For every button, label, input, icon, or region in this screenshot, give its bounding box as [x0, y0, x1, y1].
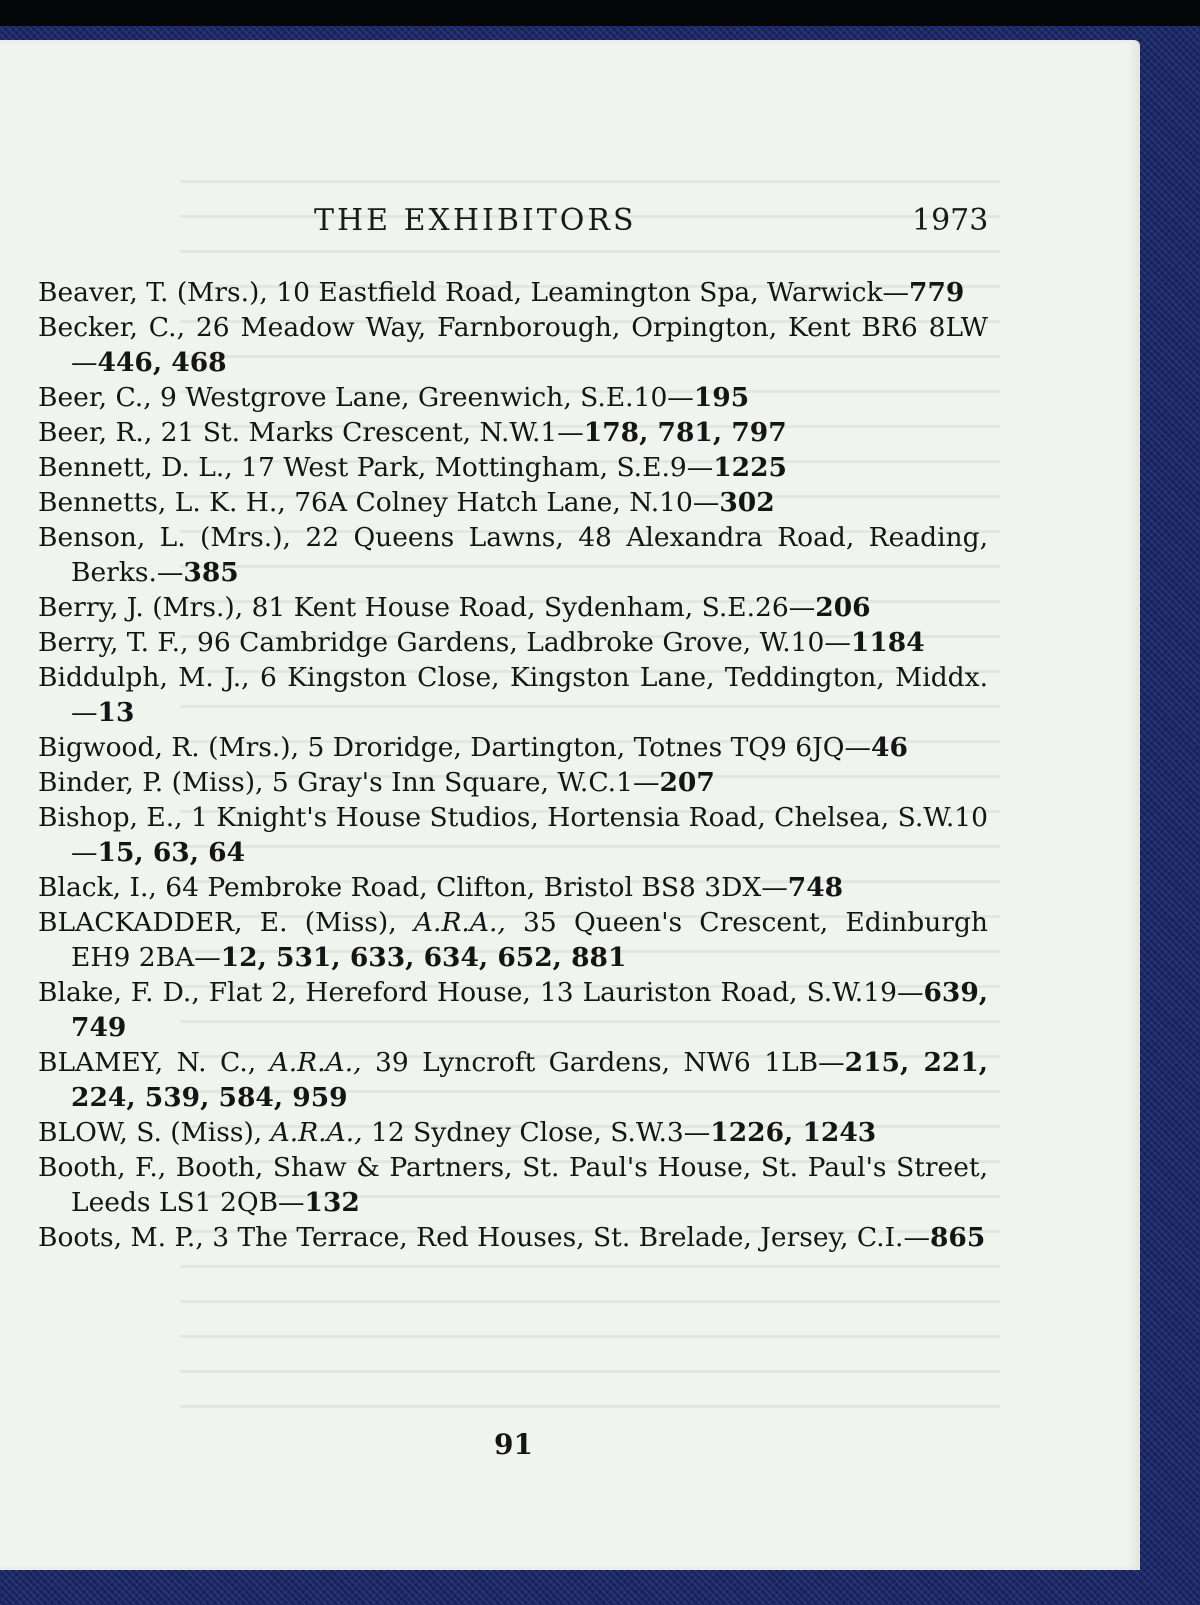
page-title: THE EXHIBITORS [314, 203, 637, 238]
exhibitor-address: 6 Kingston Close, Kingston Lane, Teddington, Middx.— [71, 662, 988, 728]
exhibitor-address: 96 Cambridge Gardens, Ladbroke Grove, W.10— [188, 627, 851, 658]
exhibitor-address: 17 West Park, Mottingham, S.E.9— [232, 452, 714, 483]
exhibitor-entry [38, 975, 988, 1045]
exhibitor-honour: A.R.A., [256, 1047, 362, 1078]
exhibitor-entry [38, 520, 988, 590]
exhibitor-honour: A.R.A., [262, 1117, 363, 1148]
exhibitor-entry [38, 485, 988, 520]
book-page [0, 40, 1140, 1570]
exhibitor-address: 39 Lyncroft Gardens, NW6 1LB— [361, 1047, 845, 1078]
catalogue-numbers: 779 [909, 277, 965, 308]
exhibitor-name: Beaver, T. (Mrs.), [38, 277, 268, 308]
exhibitor-entry [38, 450, 988, 485]
exhibitor-entry [38, 870, 988, 905]
page-year: 1973 [912, 203, 989, 238]
exhibitor-name: Bennett, D. L., [38, 452, 233, 483]
exhibitor-entry [38, 730, 988, 765]
exhibitor-address: 64 Pembroke Road, Clifton, Bristol BS8 3DX— [156, 872, 788, 903]
exhibitor-entry [38, 905, 988, 975]
exhibitor-name: Blake, F. D., [38, 977, 200, 1008]
catalogue-numbers: 15, 63, 64 [97, 837, 246, 868]
running-header [0, 203, 1140, 243]
exhibitor-entry [38, 415, 988, 450]
catalogue-numbers: 639, 749 [71, 977, 988, 1043]
exhibitor-address: 5 Droridge, Dartington, Totnes TQ9 6JQ— [299, 732, 871, 763]
catalogue-numbers: 385 [183, 557, 239, 588]
catalogue-numbers: 207 [659, 767, 715, 798]
catalogue-numbers: 215, 221, 224, 539, 584, 959 [71, 1047, 988, 1113]
catalogue-numbers: 13 [97, 697, 135, 728]
exhibitor-name: Beer, R., [38, 417, 153, 448]
catalogue-numbers: 1225 [713, 452, 787, 483]
exhibitor-address: 12 Sydney Close, S.W.3— [362, 1117, 711, 1148]
exhibitor-address: 81 Kent House Road, Sydenham, S.E.26— [243, 592, 816, 623]
exhibitor-honour: A.R.A., [396, 907, 506, 938]
exhibitor-entry [38, 660, 988, 730]
exhibitor-name: Bishop, E., [38, 802, 183, 833]
exhibitor-entry [38, 765, 988, 800]
exhibitor-address: 1 Knight's House Studios, Hortensia Road, Chelsea, S.W.10— [71, 802, 989, 868]
exhibitor-entry [38, 1115, 988, 1150]
exhibitor-address: 10 Eastfield Road, Leamington Spa, Warwick— [267, 277, 910, 308]
exhibitor-name: Berry, J. (Mrs.), [38, 592, 244, 623]
catalogue-numbers: 748 [787, 872, 844, 903]
exhibitor-entry [38, 625, 988, 660]
exhibitor-entry [38, 1220, 988, 1255]
exhibitor-list [38, 275, 988, 1255]
exhibitor-name: Beer, C., [38, 382, 152, 413]
exhibitor-entry [38, 310, 988, 380]
exhibitor-name: Bigwood, R. (Mrs.), [38, 732, 300, 763]
exhibitor-entry [38, 800, 988, 870]
catalogue-numbers: 178, 781, 797 [583, 417, 787, 448]
exhibitor-address: 76A Colney Hatch Lane, N.10— [285, 487, 720, 518]
exhibitor-address: 5 Gray's Inn Square, W.C.1— [263, 767, 660, 798]
exhibitor-address: Booth, Shaw & Partners, St. Paul's House, St. Paul's Street, Leeds LS1 2QB— [71, 1152, 988, 1218]
exhibitor-name: Biddulph, M. J., [38, 662, 250, 693]
exhibitor-name: Boots, M. P., [38, 1222, 204, 1253]
top-edge [0, 0, 1200, 26]
exhibitor-entry [38, 380, 988, 415]
exhibitor-name: Bennetts, L. K. H., [38, 487, 286, 518]
exhibitor-address: 35 Queen's Crescent, Edinburgh EH9 2BA— [71, 907, 988, 973]
catalogue-numbers: 302 [719, 487, 775, 518]
exhibitor-name: Binder, P. (Miss), [38, 767, 264, 798]
catalogue-numbers: 46 [871, 732, 908, 763]
exhibitor-entry [38, 1045, 988, 1115]
catalogue-numbers: 206 [815, 592, 871, 623]
exhibitor-entry [38, 275, 988, 310]
exhibitor-name: BLOW, S. (Miss), [38, 1117, 263, 1148]
exhibitor-address: 9 Westgrove Lane, Greenwich, S.E.10— [151, 382, 694, 413]
exhibitor-address: 3 The Terrace, Red Houses, St. Brelade, Jersey, C.I.— [203, 1222, 930, 1253]
exhibitor-name: Becker, C., [38, 312, 185, 343]
catalogue-numbers: 195 [693, 382, 750, 413]
catalogue-numbers: 1184 [850, 627, 925, 658]
page-number: 91 [494, 1428, 533, 1461]
exhibitor-name: BLACKADDER, E. (Miss), [38, 907, 397, 938]
catalogue-numbers: 865 [929, 1222, 986, 1253]
exhibitor-address: 26 Meadow Way, Farnborough, Orpington, Kent BR6 8LW— [71, 312, 988, 378]
exhibitor-name: Benson, L. (Mrs.), [38, 522, 291, 553]
catalogue-numbers: 132 [304, 1187, 360, 1218]
exhibitor-address: 22 Queens Lawns, 48 Alexandra Road, Reading, Berks.— [71, 522, 988, 588]
catalogue-numbers: 12, 531, 633, 634, 652, 881 [220, 942, 627, 973]
exhibitor-name: Booth, F., [38, 1152, 167, 1183]
exhibitor-address: 21 St. Marks Crescent, N.W.1— [152, 417, 584, 448]
exhibitor-name: Black, I., [38, 872, 157, 903]
catalogue-numbers: 446, 468 [97, 347, 227, 378]
catalogue-numbers: 1226, 1243 [710, 1117, 877, 1148]
exhibitor-entry [38, 590, 988, 625]
exhibitor-name: BLAMEY, N. C., [38, 1047, 257, 1078]
exhibitor-name: Berry, T. F., [38, 627, 189, 658]
exhibitor-address: Flat 2, Hereford House, 13 Lauriston Road, S.W.19— [199, 977, 924, 1008]
exhibitor-entry [38, 1150, 988, 1220]
